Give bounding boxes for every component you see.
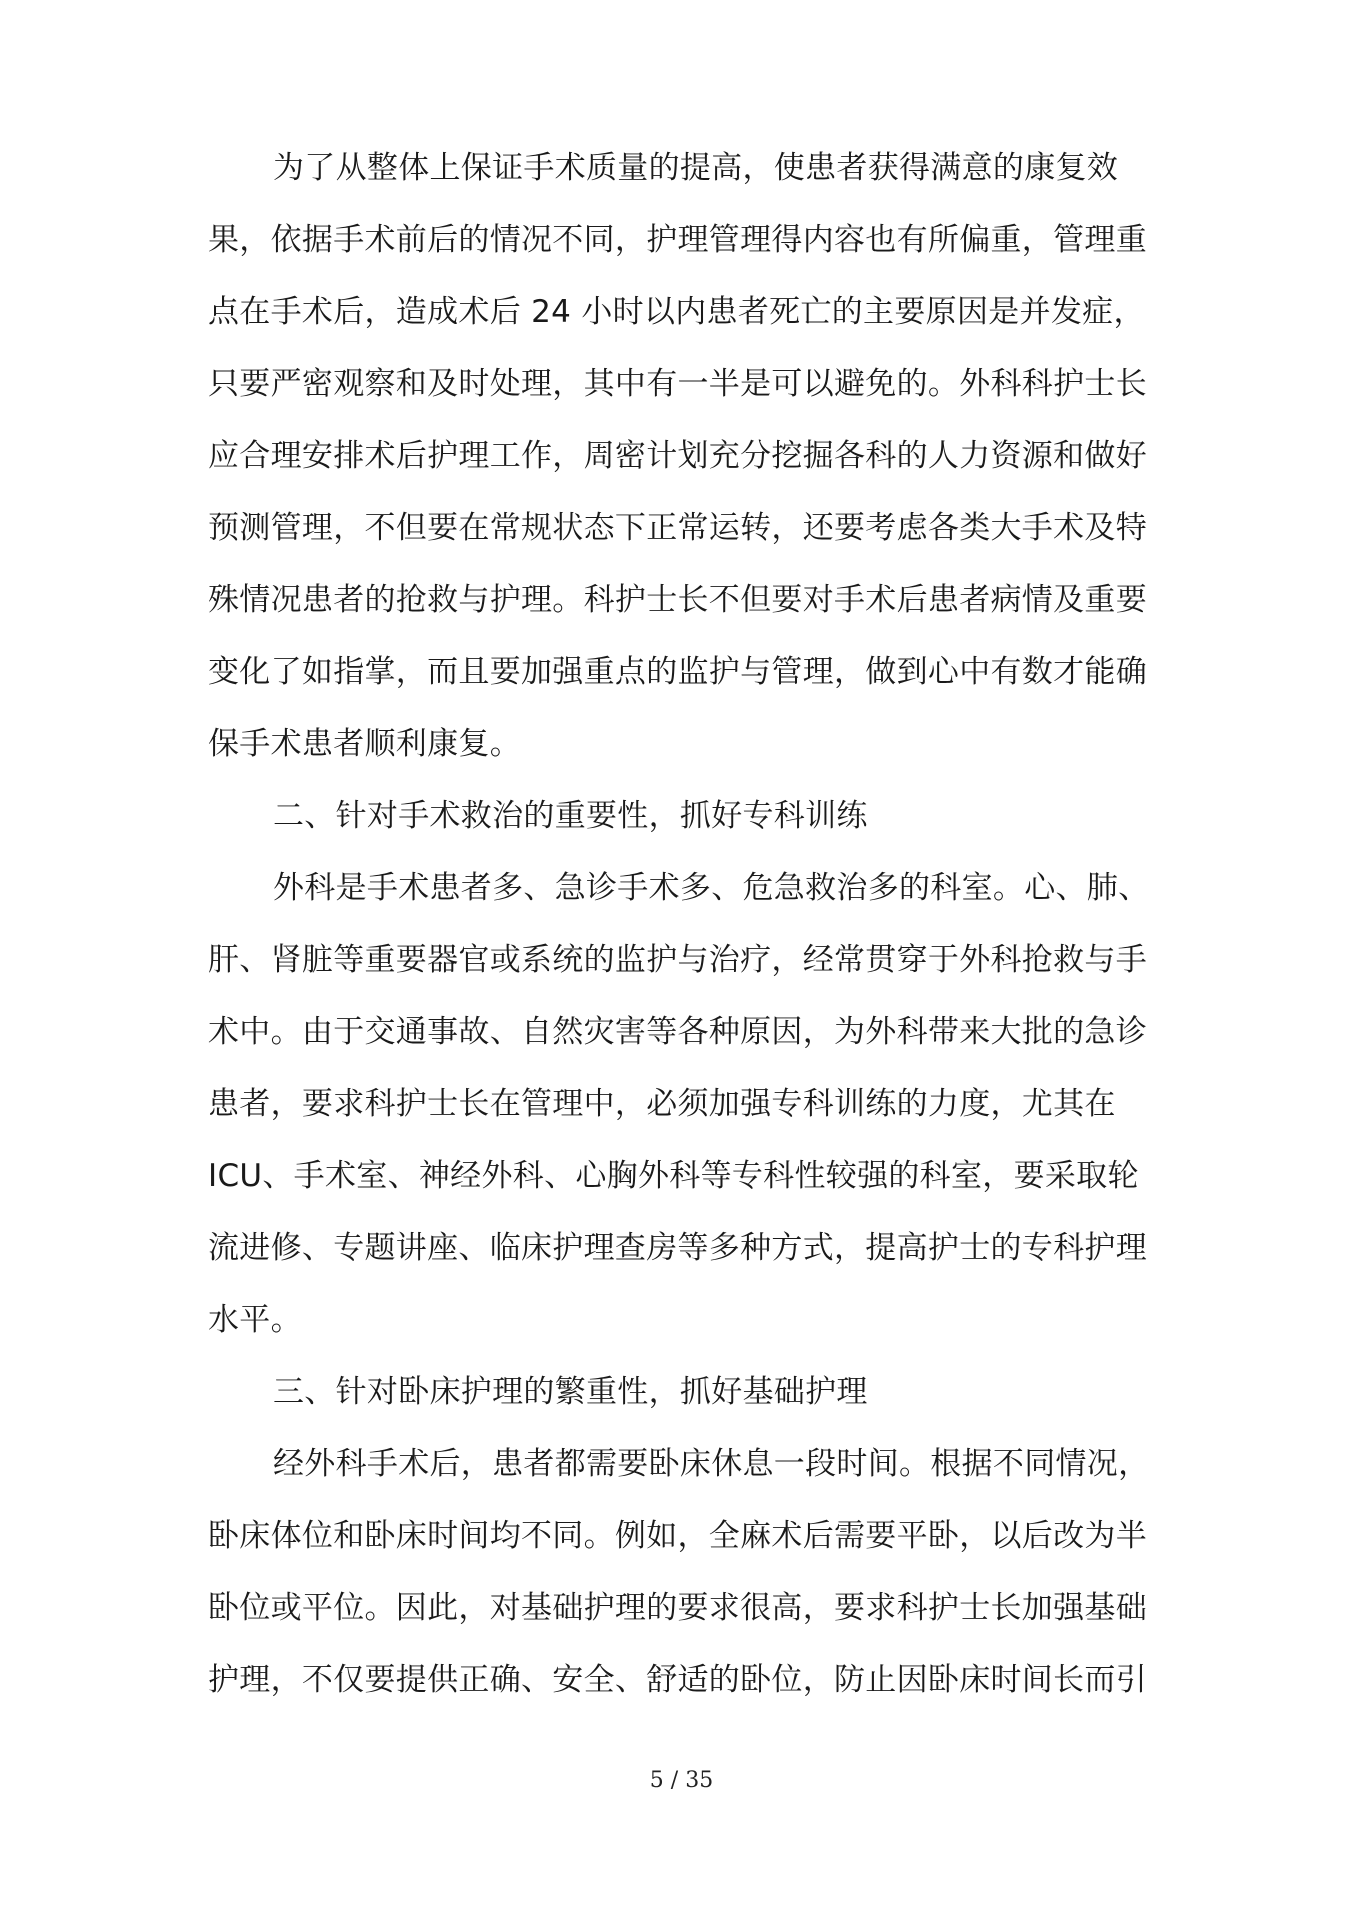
paragraph-line: 变化了如指掌，而且要加强重点的监护与管理，做到心中有数才能确 (208, 654, 1147, 690)
paragraph-line: 护理，不仅要提供正确、安全、舒适的卧位，防止因卧床时间长而引 (208, 1662, 1147, 1698)
paragraph-line: 卧位或平位。因此，对基础护理的要求很高，要求科护士长加强基础 (208, 1590, 1147, 1626)
paragraph-line: ICU、手术室、神经外科、心胸外科等专科性较强的科室，要采取轮 (208, 1158, 1139, 1194)
paragraph-line: 果，依据手术前后的情况不同，护理管理得内容也有所偏重，管理重 (208, 222, 1147, 258)
paragraph-line: 外科是手术患者多、急诊手术多、危急救治多的科室。心、肺、 (273, 870, 1150, 906)
paragraph-line: 卧床体位和卧床时间均不同。例如，全麻术后需要平卧，以后改为半 (208, 1518, 1147, 1554)
paragraph-line: 肝、肾脏等重要器官或系统的监护与治疗，经常贯穿于外科抢救与手 (208, 942, 1147, 978)
page-number: 5 / 35 (649, 1768, 714, 1793)
paragraph-line: 殊情况患者的抢救与护理。科护士长不但要对手术后患者病情及重要 (208, 582, 1147, 618)
paragraph-line: 点在手术后，造成术后 24 小时以内患者死亡的主要原因是并发症， (208, 294, 1145, 330)
section-heading: 二、针对手术救治的重要性，抓好专科训练 (273, 798, 868, 834)
paragraph-line: 应合理安排术后护理工作，周密计划充分挖掘各科的人力资源和做好 (208, 438, 1147, 474)
paragraph-line: 预测管理，不但要在常规状态下正常运转，还要考虑各类大手术及特 (208, 510, 1147, 546)
paragraph-line: 患者，要求科护士长在管理中，必须加强专科训练的力度，尤其在 (208, 1086, 1116, 1122)
paragraph-line: 保手术患者顺利康复。 (208, 726, 521, 762)
paragraph-line: 为了从整体上保证手术质量的提高，使患者获得满意的康复效 (273, 150, 1119, 186)
paragraph-line: 术中。由于交通事故、自然灾害等各种原因，为外科带来大批的急诊 (208, 1014, 1147, 1050)
paragraph-line: 经外科手术后，患者都需要卧床休息一段时间。根据不同情况， (273, 1446, 1150, 1482)
paragraph-line: 只要严密观察和及时处理，其中有一半是可以避免的。外科科护士长 (208, 366, 1147, 402)
paragraph-line: 水平。 (208, 1302, 302, 1338)
section-heading: 三、针对卧床护理的繁重性，抓好基础护理 (273, 1374, 868, 1410)
paragraph-line: 流进修、专题讲座、临床护理查房等多种方式，提高护士的专科护理 (208, 1230, 1147, 1266)
document-body (208, 138, 1184, 1722)
